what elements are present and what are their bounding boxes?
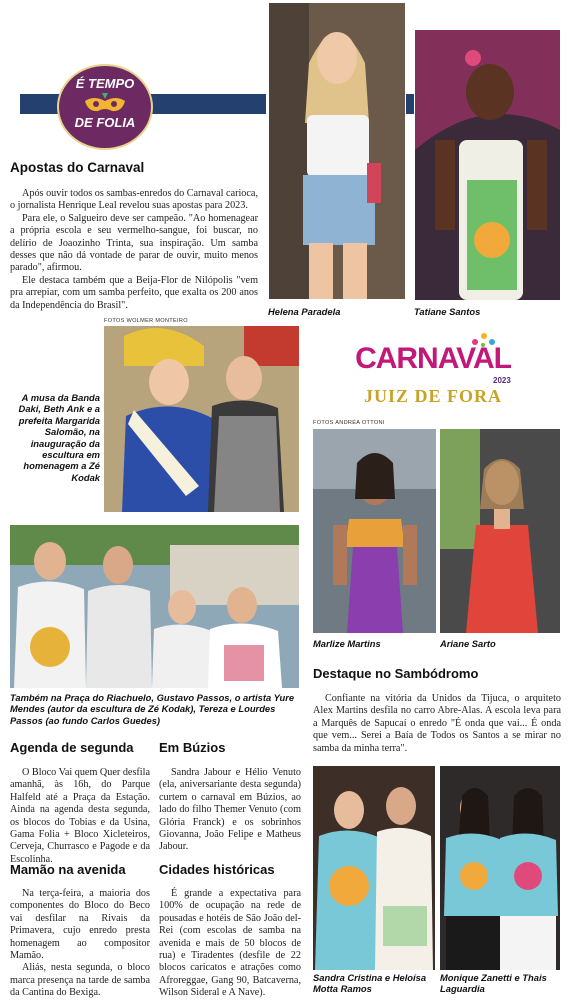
caption-riachuelo: Também na Praça do Riachuelo, Gustavo Passos, o artista Yure Mendes (autor da escultura de Zé Kodak), Tereza e Lourdes Passos (ao fundo Carlos Guedes) <box>10 692 295 726</box>
mamao-title: Mamão na avenida <box>10 862 126 877</box>
logo-word: CARNAVAL <box>355 342 511 375</box>
caption-tatiane: Tatiane Santos <box>414 306 481 317</box>
logo-year: 2023 <box>493 376 511 385</box>
cidades-text <box>159 888 301 1000</box>
photo-credit-andrea: FOTOS ANDRÉA OTTONI <box>313 420 385 426</box>
photo-helena <box>269 3 405 299</box>
sambodromo-title: Destaque no Sambódromo <box>313 666 479 681</box>
photo-marlize <box>313 429 436 633</box>
agenda-text <box>10 767 150 866</box>
caption-ariane: Ariane Sarto <box>440 638 496 649</box>
buzios-text <box>159 767 301 854</box>
photo-sandra <box>313 766 435 970</box>
buzios-paragraph: Sandra Jabour e Hélio Venuto (ela, aniversariante desta segunda) curtem o carnaval em Búzios, ao lado do filho Themer Venuto (com Glória Franck) e os sobrinhos Giovanna, João Felipe e Matheus Jabour. <box>159 767 301 853</box>
folia-badge <box>57 64 153 150</box>
sambodromo-text <box>313 693 561 755</box>
caption-musa: A musa da Banda Daki, Beth Ank e a prefeita Margarida Salomão, na inauguração da escultura em homenagem a Zé Kodak <box>18 392 100 483</box>
mamao-paragraph: Aliás, nesta segunda, o bloco marca presença na tarde de samba da Cantina do Bexiga. <box>10 962 150 999</box>
mask-icon <box>82 93 128 115</box>
agenda-paragraph: O Bloco Vai quem Quer desfila amanhã, às 16h, do Parque Halfeld até a Praça da Estação. Ainda na agenda desta segunda, os blocos do Tobias e da Usina, Gama Folia + Bloco Xicleteiros, Cerveja, Churrasco e Pagode e da Escolinha. <box>10 767 150 865</box>
badge-line1: É TEMPO <box>75 76 135 91</box>
photo-monique <box>440 766 560 970</box>
sambodromo-paragraph: Confiante na vitória da Unidos da Tijuca, o arquiteto Alex Martins desfila no carro Abre-Alas. A escola leva para a Marquês de Sapucaí o enredo "É onda que vai... É onda que vem... Serei a Baía de Todos os Santos a se mirar no samba da minha terra". <box>313 693 561 754</box>
photo-musa <box>104 326 299 512</box>
photo-credit-wolmer: FOTOS WOLMER MONTEIRO <box>104 318 188 324</box>
buzios-title: Em Búzios <box>159 740 226 755</box>
mamao-paragraph: Na terça-feira, a maioria dos componentes do Bloco do Beco vai desfilar na Rivais da Primavera, cujo enredo presta homenagem ao compositor Mamão. <box>10 888 150 962</box>
photo-ariane <box>440 429 560 633</box>
badge-line2: DE FOLIA <box>74 115 136 130</box>
apostas-text <box>10 188 258 312</box>
apostas-title: Apostas do Carnaval <box>10 160 145 175</box>
caption-helena: Helena Paradela <box>268 306 341 317</box>
photo-riachuelo <box>10 525 299 688</box>
apostas-paragraph: Ele destaca também que a Beija-Flor de Nilópolis "vem pra arrepiar, com um samba perfeito, que exalta os 200 anos da Independência do Brasil". <box>10 274 258 311</box>
cidades-title: Cidades históricas <box>159 862 275 877</box>
logo-city: JUIZ DE FORA <box>363 386 502 406</box>
apostas-paragraph: Para ele, o Salgueiro deve ser campeão. "Ao homenagear a própria escola e seu vermelho-sangue, foi buscar, no delírio de Joaozinho Trinta, sua inspiração. Um samba desses que não dá vontade de parar de ouvir, muito menos parado", afirmou. <box>10 212 258 274</box>
photo-tatiane <box>415 30 560 300</box>
agenda-title: Agenda de segunda <box>10 740 134 755</box>
caption-sandra: Sandra Cristina e Heloísa Motta Ramos <box>313 972 427 995</box>
cidades-paragraph: É grande a expectativa para 100% de ocupação na rede de pousadas e hotéis de São João del-Rei (com escolas de samba na avenida e mais de 50 blocos de rua) e Tiradentes (desfile de 22 blocos caricatos e atrações como Afroreggae, Gang 90, Batcaverna, Wilson Sideral e A Nave). <box>159 888 301 999</box>
carnaval-logo <box>343 330 523 410</box>
header-bar-right <box>406 94 414 114</box>
caption-marlize: Marlize Martins <box>313 638 381 649</box>
caption-monique: Monique Zanetti e Thais Laguardia <box>440 972 547 995</box>
mamao-text <box>10 888 150 1000</box>
apostas-paragraph: Após ouvir todos os sambas-enredos do Carnaval carioca, o jornalista Henrique Leal revelou suas apostas para 2023. <box>10 188 258 212</box>
